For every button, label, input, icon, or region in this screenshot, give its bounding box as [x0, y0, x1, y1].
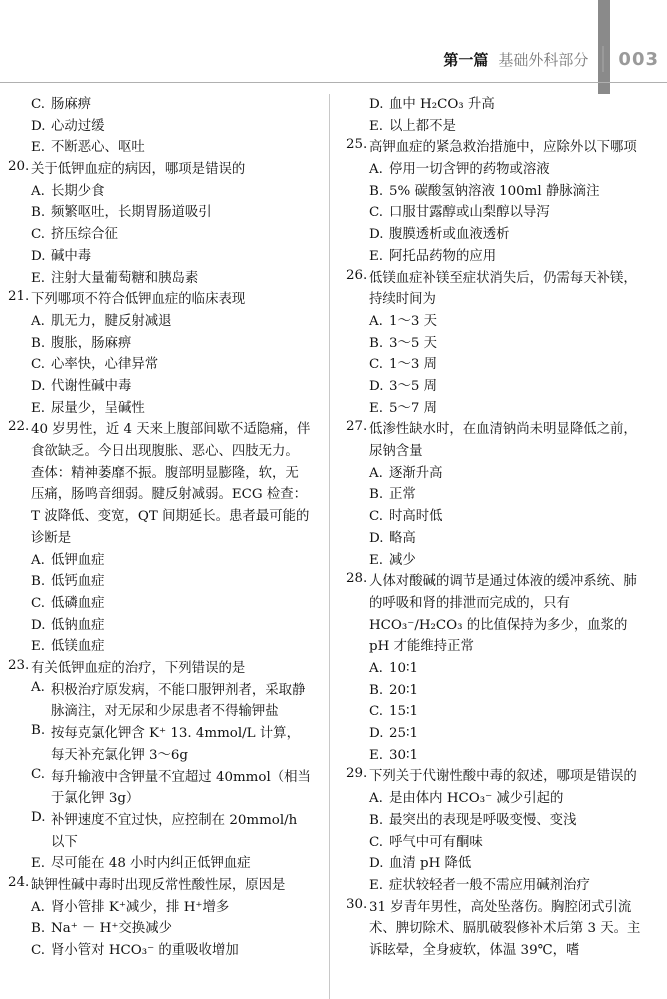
question-number: 25.: [346, 137, 368, 153]
option: C. 口服甘露醇或山梨醇以导泻: [369, 205, 550, 221]
left-column: [8, 94, 312, 962]
header-separator: [602, 46, 604, 72]
option: C. 时高时低: [369, 509, 443, 525]
option: B. 正常: [369, 487, 416, 503]
question-number: 27.: [346, 419, 368, 435]
option: C. 15∶1: [369, 704, 419, 720]
option: E. 尽可能在 48 小时内纠正低钾血症: [31, 856, 251, 872]
option: D. 代谢性碱中毒: [31, 378, 132, 394]
option: B. 3～5 天: [369, 335, 438, 351]
question-stem: 27. 低渗性缺水时，在血清钠尚未明显降低之前，尿钠含量: [346, 419, 650, 462]
question-30: [346, 897, 650, 962]
option: C. 每升输液中含钾量不宜超过 40mmol（相当于氯化钾 3g）: [31, 766, 311, 807]
option: B. 低钙血症: [31, 574, 105, 590]
question-28: [346, 571, 650, 766]
question-21: [8, 289, 312, 419]
running-head: [443, 42, 659, 76]
option: A. 逐渐升高: [369, 465, 443, 481]
option: A. 是由体内 HCO₃⁻ 减少引起的: [369, 791, 564, 807]
question-number: 29.: [346, 766, 368, 782]
question-stem: 21. 下列哪项不符合低钾血症的临床表现: [8, 289, 312, 311]
option: D. 碱中毒: [31, 248, 92, 264]
option: B. 20∶1: [369, 682, 419, 698]
question-stem: 23. 有关低钾血症的治疗，下列错误的是: [8, 658, 312, 680]
question-25: [346, 137, 650, 267]
question-24: [8, 875, 312, 962]
option: D. 血中 H₂CO₃ 升高: [369, 97, 495, 112]
option: D. 25∶1: [369, 726, 419, 742]
option: D. 心动过缓: [31, 118, 105, 134]
question-23: [8, 658, 312, 875]
question-stem: 28. 人体对酸碱的调节是通过体液的缓冲系统、肺的呼吸和肾的排泄而完成的，只有 HCO₃⁻/H₂CO₃ 的比值保持为多少，血浆的 pH 才能维持正常: [346, 571, 650, 658]
option: A. 肌无力，腱反射减退: [31, 313, 172, 329]
question-number: 23.: [8, 658, 30, 673]
question-19-tail: [8, 94, 312, 159]
option: B. 按每克氯化钾含 K⁺ 13. 4mmol/L 计算，每天补充氯化钾 3～6g: [31, 723, 300, 763]
header-rule: [0, 82, 667, 83]
option: E. 5～7 周: [369, 400, 438, 416]
option: E. 症状较轻者一般不需应用碱剂治疗: [369, 877, 590, 893]
question-stem: 24. 缺钾性碱中毒时出现反常性酸性尿，原因是: [8, 875, 312, 897]
option: E. 减少: [369, 552, 416, 568]
option: C. 心率快，心律异常: [31, 357, 159, 373]
option: C. 肾小管对 HCO₃⁻ 的重吸收增加: [31, 943, 239, 959]
option: A. 停用一切含钾的药物或溶液: [369, 162, 550, 178]
option: B. 腹胀，肠麻痹: [31, 335, 132, 351]
option: D. 低钠血症: [31, 617, 105, 633]
question-number: 21.: [8, 289, 30, 305]
question-number: 30.: [346, 896, 368, 912]
option: A. 10∶1: [369, 661, 419, 677]
option: D. 略高: [369, 530, 416, 546]
option: E. 注射大量葡萄糖和胰岛素: [31, 270, 199, 286]
option: D. 血清 pH 降低: [369, 856, 472, 872]
column-divider: [329, 94, 330, 999]
option: C. 挤压综合征: [31, 227, 118, 243]
question-stem: 30. 31 岁青年男性，高处坠落伤。胸腔闭式引流术、脾切除术、膈肌破裂修补术后第 3 天。主诉眩晕，全身疲软，体温 39℃，嗜: [346, 897, 650, 962]
question-stem: 22. 40 岁男性，近 4 天来上腹部间歇不适隐痛，伴食欲缺乏。今日出现腹胀、恶心、四肢无力。查体：精神萎靡不振。腹部明显膨隆，软，无压痛，肠鸣音细弱。腱反射减弱。ECG 检查：T 波降低、变宽，QT 间期延长。患者最可能的诊断是: [8, 419, 312, 549]
option: D. 补钾速度不宜过快，应控制在 20mmol/h 以下: [31, 809, 298, 850]
part-title: 第一篇: [443, 50, 489, 69]
option: D. 腹膜透析或血液透析: [369, 227, 510, 243]
question-26: [346, 268, 650, 420]
question-22: [8, 419, 312, 658]
question-stem: 26. 低镁血症补镁至症状消失后，仍需每天补镁，持续时间为: [346, 268, 650, 311]
page-number: 003: [618, 48, 659, 70]
option: E. 不断恶心、呕吐: [31, 140, 145, 156]
question-stem: 25. 高钾血症的紧急救治措施中，应除外以下哪项: [346, 137, 650, 159]
question-stem: 29. 下列关于代谢性酸中毒的叙述，哪项是错误的: [346, 766, 650, 788]
right-column: [346, 94, 650, 962]
question-number: 24.: [8, 875, 30, 891]
question-27: [346, 419, 650, 571]
option: B. 最突出的表现是呼吸变慢、变浅: [369, 812, 577, 828]
question-number: 20.: [8, 159, 30, 175]
section-title: 基础外科部分: [498, 50, 589, 69]
option: C. 低磷血症: [31, 595, 105, 611]
question-number: 22.: [8, 419, 30, 435]
question-24-tail: [346, 94, 650, 137]
option: A. 低钾血症: [31, 552, 105, 568]
option: B. 频繁呕吐，长期胃肠道吸引: [31, 205, 212, 221]
option: E. 阿托品药物的应用: [369, 248, 497, 264]
option: A. 积极治疗原发病，不能口服钾剂者，采取静脉滴注，对无尿和少尿患者不得输钾盐: [31, 679, 306, 720]
option: C. 呼气中可有酮味: [369, 834, 483, 850]
option: C. 肠麻痹: [31, 97, 92, 112]
option: B. 5% 碳酸氢钠溶液 100ml 静脉滴注: [369, 183, 600, 199]
option: A. 肾小管排 K⁺减少，排 H⁺增多: [31, 899, 230, 915]
question-number: 26.: [346, 267, 368, 283]
option: B. Na⁺ － H⁺交换减少: [31, 921, 172, 937]
option: C. 1～3 周: [369, 357, 438, 373]
option: E. 低镁血症: [31, 639, 105, 655]
option: E. 以上都不是: [369, 118, 456, 134]
option: D. 3～5 周: [369, 378, 438, 394]
question-stem: 20. 关于低钾血症的病因，哪项是错误的: [8, 159, 312, 181]
question-number: 28.: [346, 571, 368, 587]
option: E. 尿量少，呈碱性: [31, 400, 145, 416]
option: A. 1～3 天: [369, 313, 438, 329]
option: A. 长期少食: [31, 183, 105, 199]
question-29: [346, 766, 650, 896]
question-20: [8, 159, 312, 289]
option: E. 30∶1: [369, 747, 419, 763]
